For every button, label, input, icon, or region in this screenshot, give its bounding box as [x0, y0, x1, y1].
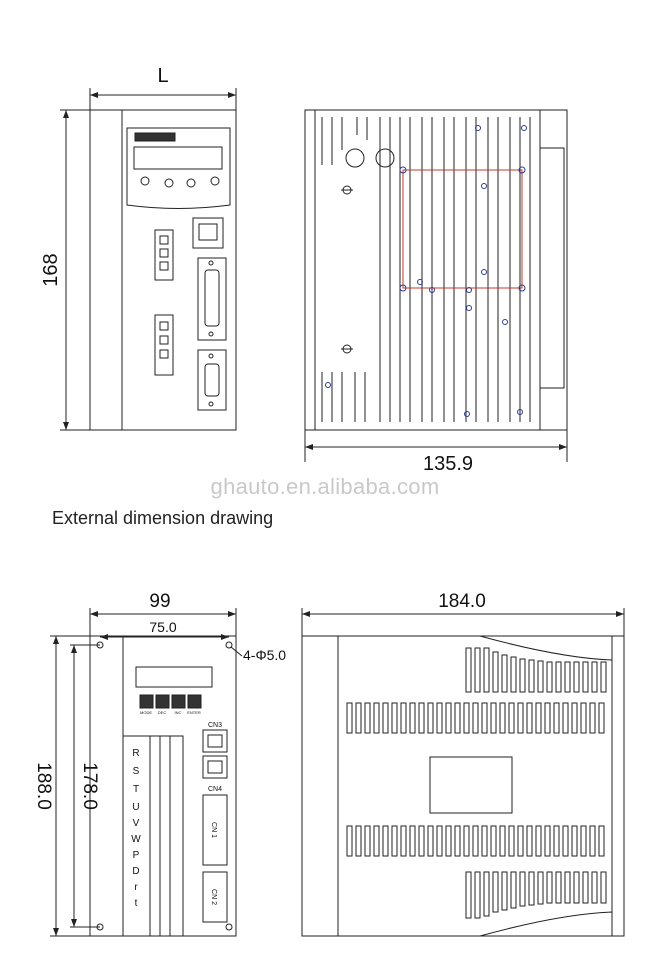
- terminal-letter: T: [132, 784, 140, 795]
- bottom-front-view: [50, 608, 242, 936]
- vents-upper-short: [466, 648, 606, 692]
- mount-pattern: [403, 170, 522, 288]
- terminal-letter: R: [132, 748, 140, 759]
- terminal-letter: P: [132, 850, 140, 861]
- button-label-inc: INC: [174, 710, 182, 715]
- terminal-letter: D: [132, 866, 140, 877]
- width-label-L: L: [157, 65, 169, 87]
- terminal-letter: r: [134, 882, 138, 893]
- button-label-dec: DEC: [157, 710, 167, 715]
- watermark: ghauto.en.alibaba.com: [210, 474, 440, 499]
- hole-label: 4-Φ5.0: [243, 647, 287, 663]
- button-label-enter: ENTER: [187, 710, 201, 715]
- top-front-view: [60, 88, 236, 430]
- drawing-caption: External dimension drawing: [52, 508, 274, 528]
- height-label-188: 188.0: [33, 762, 54, 810]
- connector-label-cn3: CN3: [207, 722, 223, 729]
- terminal-letter: V: [132, 818, 140, 829]
- depth-label-135-9: 135.9: [422, 453, 474, 475]
- connector-label-cn1: CN 1: [210, 822, 217, 838]
- width-label-75: 75.0: [149, 619, 177, 635]
- screw-holes: [326, 126, 527, 417]
- height-label-168: 168: [40, 253, 62, 287]
- depth-label-184: 184.0: [438, 591, 486, 612]
- vents-bottom: [347, 826, 604, 856]
- top-side-view: [305, 110, 567, 430]
- button-label-mode: MODE: [140, 710, 152, 715]
- terminal-letter: W: [131, 834, 141, 845]
- vents-top: [347, 703, 604, 733]
- terminal-letter: S: [132, 766, 140, 777]
- connector-label-cn2: CN 2: [210, 889, 217, 905]
- terminal-letter: U: [132, 802, 140, 813]
- bottom-side-view: [302, 608, 624, 936]
- connector-label-cn4: CN4: [207, 786, 223, 793]
- width-label-99: 99: [149, 591, 171, 612]
- vents-lower-short: [466, 872, 606, 918]
- height-label-178: 178.0: [79, 762, 100, 810]
- terminal-letter: t: [134, 898, 138, 909]
